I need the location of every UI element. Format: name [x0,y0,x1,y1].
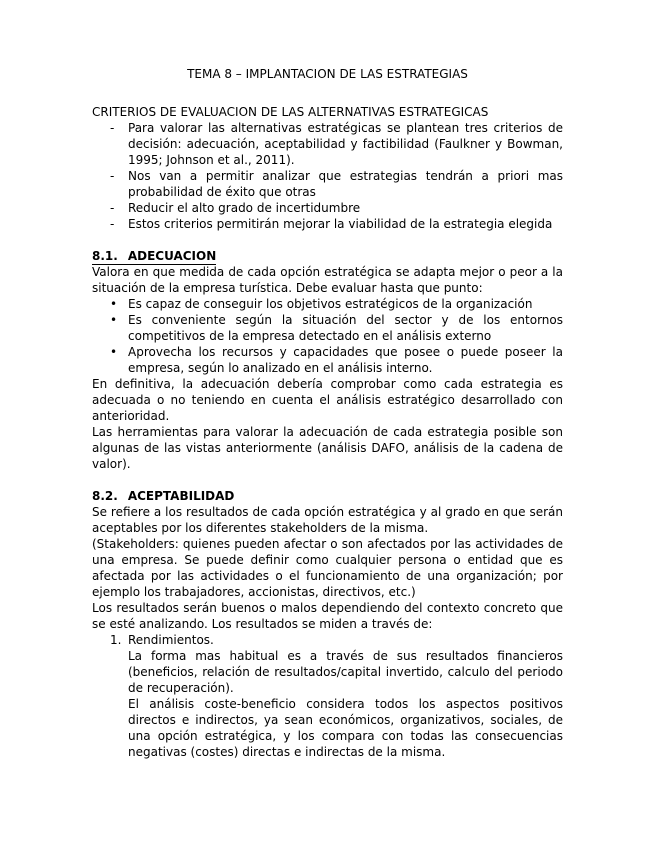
paragraph: Las herramientas para valorar la adecuación de cada estrategia posible son algunas de las vistas anteriormente (análisis DAFO, análisis de la cadena de valor). [92,425,563,471]
list-item-text: Para valorar las alternativas estratégicas se plantean tres criterios de decisión: adecuación, aceptabilidad y factibilidad (Faulkner y Bowman, 1995; Johnson et al., 2011). [128,121,563,167]
bullet-marker: • [110,345,118,359]
dash-marker: - [110,169,115,183]
paragraph: Valora en que medida de cada opción estratégica se adapta mejor o peor a la situación de la empresa turística. Debe evaluar hasta que punto: [92,265,563,295]
section-title: ACEPTABILIDAD [127,489,235,503]
paragraph: El análisis coste-beneficio considera todos los aspectos positivos directos e indirectos, ya sean económicos, organizativos, sociales, de una opción estratégica, y los compara con todas las consecuencias negativas (costes) directas e indirectas de la misma. [128,697,563,759]
list-item-text: Nos van a permitir analizar que estrategias tendrán a priori mas probabilidad de éxito que otras [128,169,563,199]
criterios-dash-list [92,120,563,232]
section-8-1-heading-text [92,249,216,265]
adecuacion-bullet-list [92,296,563,376]
criterios-heading: CRITERIOS DE EVALUACION DE LAS ALTERNATIVAS ESTRATEGICAS [92,105,489,119]
paragraph: (Stakeholders: quienes pueden afectar o son afectados por las actividades de una empresa. Se puede definir como cualquier persona o entidad que es afectada por las actividades o el funcionamiento de una organización; por ejemplo los trabajadores, accionistas, directivos, etc.) [92,537,563,599]
list-item [92,200,563,216]
document-title: TEMA 8 – IMPLANTACION DE LAS ESTRATEGIAS [187,67,468,81]
paragraph: Los resultados serán buenos o malos dependiendo del contexto concreto que se esté analizando. Los resultados se miden a través de: [92,601,563,631]
bullet-marker: • [110,313,118,327]
list-item-text: Es capaz de conseguir los objetivos estratégicos de la organización [128,297,533,311]
numbered-item-rendimientos [92,632,563,760]
list-item-text: Aprovecha los recursos y capacidades que posee o puede poseer la empresa, según lo analizado en el análisis interno. [128,345,563,375]
list-item-text: Es conveniente según la situación del sector y de los entornos competitivos de la empresa detectado en el análisis externo [128,313,563,343]
paragraph: La forma mas habitual es a través de sus resultados financieros (beneficios, relación de resultados/capital invertido, calculo del periodo de recuperación). [128,649,563,695]
paragraph: En definitiva, la adecuación debería comprobar como cada estrategia es adecuada o no teniendo en cuenta el análisis estratégico desarrollado con anterioridad. [92,377,563,423]
dash-marker: - [110,217,115,231]
section-8-2-aceptabilidad [92,488,563,760]
section-number: 8.2. [92,489,118,503]
list-item [92,312,563,344]
list-item [92,216,563,232]
list-item [92,168,563,200]
list-item [92,344,563,376]
list-item [92,120,563,168]
section-criterios [92,104,563,232]
list-item [92,296,563,312]
item-number: 1. [110,633,122,647]
section-number: 8.1. [92,249,118,263]
dash-marker: - [110,201,115,215]
section-8-2-heading [92,488,563,504]
section-8-1-heading [92,248,563,264]
section-8-1-adecuacion [92,248,563,472]
list-item-text: Reducir el alto grado de incertidumbre [128,201,361,215]
item-label: Rendimientos. [128,633,214,647]
list-item-text: Estos criterios permitirán mejorar la viabilidad de la estrategia elegida [128,217,553,231]
numbered-item-body [128,632,563,760]
bullet-marker: • [110,297,118,311]
section-title: ADECUACION [127,249,217,263]
dash-marker: - [110,121,115,135]
paragraph: Se refiere a los resultados de cada opción estratégica y al grado en que serán aceptables por los diferentes stakeholders de la misma. [92,505,563,535]
